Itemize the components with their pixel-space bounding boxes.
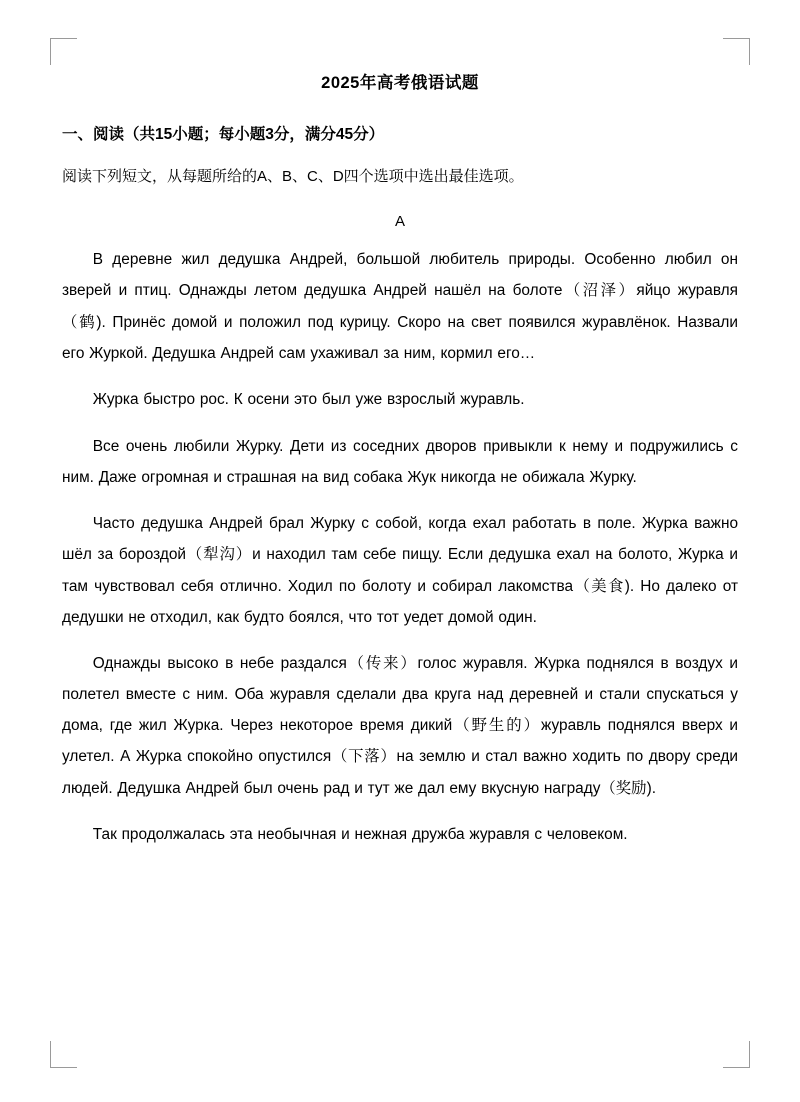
section-heading: 一、阅读（共15小题；每小题3分，满分45分） (62, 126, 385, 144)
passage-paragraph: Так продолжалась эта необычная и нежная дружба журавля с человеком. (92, 826, 628, 844)
passage-paragraph: Все очень любили Журку. Дети из соседних дворов привыкли к нему и подружились с ним. Даже огромная и страшная на вид собака Жук никогда не обижала Журку. (62, 437, 738, 486)
passage-paragraph: Журка быстро рос. К осени это был уже взрослый журавль. (92, 391, 525, 409)
passage-paragraph: Часто дедушка Андрей брал Журку с собой, когда ехал работать в поле. Журка важно шёл за бороздой（犁沟）и находил там себе пищу. Если дедушка ехал на болото, Журка и там чувствовал себя отлично. Ходил по болоту и собирал лакомства（美食). Но далеко от дедушки не отходил, как будто боялся, что тот уедет домой один. (62, 515, 738, 626)
instruction-text: 阅读下列短文，从每题所给的A、B、C、D四个选项中选出最佳选项。 (62, 168, 524, 186)
document-content (62, 62, 738, 866)
passage-paragraph: Однажды высоко в небе раздался（传来）голос журавля. Журка поднялся в воздух и полетел вместе с ним. Оба журавля сделали два круга над деревней и стали спускаться у дома, где жил Журка. Через некоторое время дикий（野生的）журавль поднялся вверх и улетел. А Журка спокойно опустился（下落）на землю и стал важно ходить по двору среди людей. Дедушка Андрей был очень рад и тут же дал ему вкусную награду（奖励). (62, 655, 738, 797)
page-title: 2025年高考俄语试题 (321, 74, 479, 92)
crop-mark-top-left (50, 38, 77, 65)
passage-paragraph: В деревне жил дедушка Андрей, большой любитель природы. Особенно любил он зверей и птиц. Однажды летом дедушка Андрей нашёл на болоте（沼泽）яйцо журавля（鹤). Принёс домой и положил под курицу. Скоро на свет появился журавлёнок. Назвали его Журкой. Дедушка Андрей сам ухаживал за ним, кормил его… (62, 251, 738, 362)
passage-label: A (394, 212, 405, 230)
crop-mark-top-right (723, 38, 750, 65)
crop-mark-bottom-left (50, 1041, 77, 1068)
crop-mark-bottom-right (723, 1041, 750, 1068)
